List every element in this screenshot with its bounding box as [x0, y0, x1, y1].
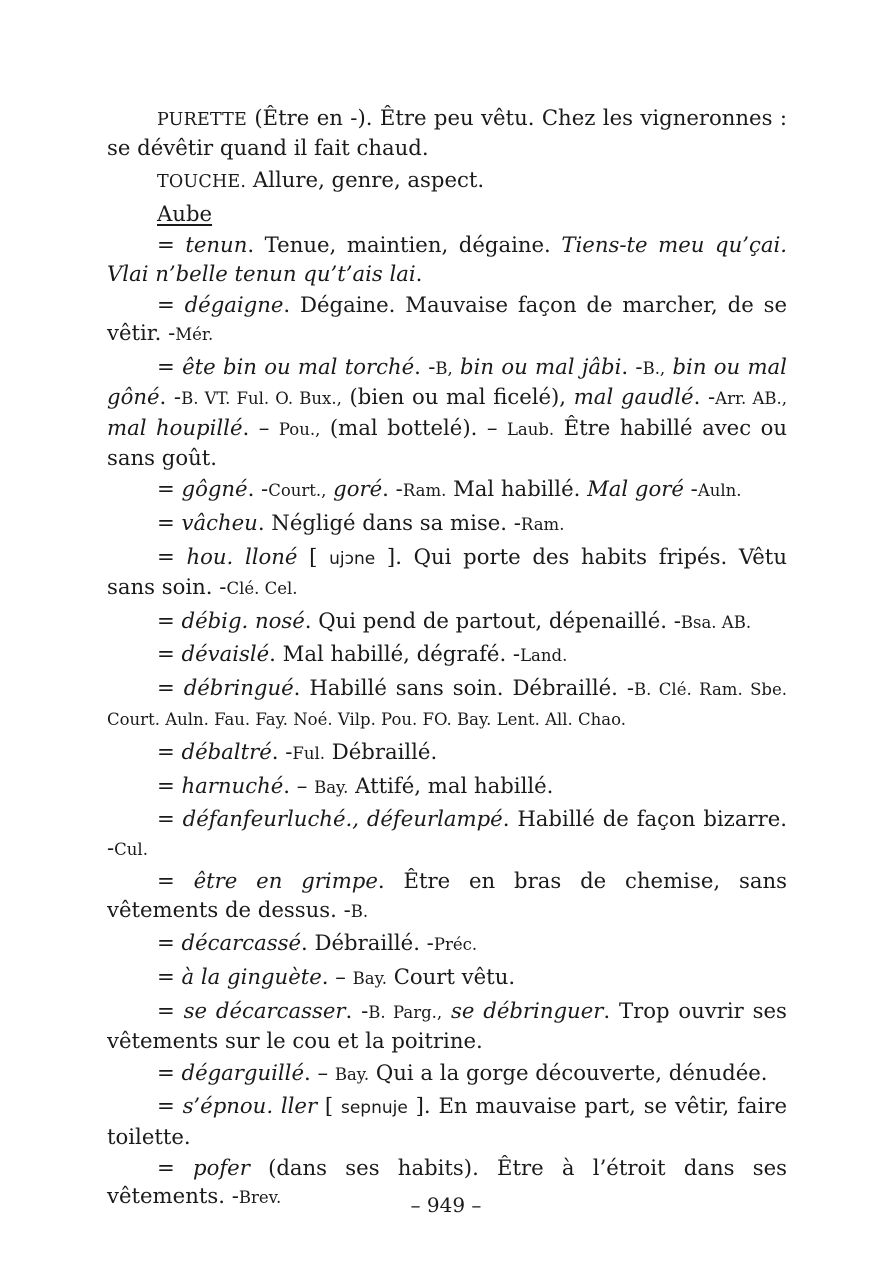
- italic-term: ête bin ou mal torché: [182, 354, 415, 380]
- italic-term: se débringuer: [451, 997, 604, 1023]
- entry-text: (bien ou mal ficelé),: [341, 384, 574, 410]
- entry-text: . –: [283, 772, 315, 798]
- entry-text: =: [157, 232, 186, 258]
- abbreviation: Pou.,: [278, 419, 321, 439]
- entry-text: =: [157, 543, 187, 569]
- italic-term: décarcassé: [181, 930, 302, 956]
- entry-text: . Négligé dans sa mise. -: [257, 510, 521, 536]
- dictionary-entry: [107, 291, 787, 349]
- entry-text: . -: [247, 476, 269, 502]
- abbreviation: Brev.: [238, 1188, 282, 1208]
- entry-text: . Habillé sans soin. Débraillé. -: [293, 675, 634, 701]
- dictionary-entry: [107, 1092, 787, 1150]
- dictionary-entry: [107, 997, 787, 1055]
- entry-text: [: [297, 543, 330, 569]
- entry-text: Qui a la gorge découverte, dénudée.: [369, 1059, 768, 1085]
- dictionary-entry: [107, 805, 787, 863]
- entry-text: =: [157, 675, 184, 701]
- dictionary-entry: [107, 929, 787, 959]
- entry-text: . -: [621, 354, 643, 380]
- abbreviation: Ram.: [402, 481, 447, 501]
- dictionary-entry: [107, 867, 787, 925]
- abbreviation: Land.: [520, 646, 568, 666]
- dictionary-entry: [107, 963, 787, 993]
- italic-term: gôgné: [181, 476, 248, 502]
- dictionary-entry: [107, 353, 787, 472]
- entry-text: Être habillé avec ou sans goût.: [107, 414, 787, 470]
- italic-term: défanfeurluché., défeurlampé: [182, 806, 503, 832]
- page-body: [107, 104, 787, 1213]
- dictionary-entry: [107, 738, 787, 768]
- entry-text: . Débraillé. -: [301, 930, 434, 956]
- abbreviation: Bsa. AB.: [680, 612, 752, 632]
- entry-text: Court vêtu.: [386, 963, 516, 989]
- entry-text: . Être en bras de chemise, sans vêtements de dessus. -: [107, 868, 787, 922]
- entry-text: (Être en -). Être peu vêtu. Chez les vigneronnes : se dévêtir quand il fait chaud.: [107, 105, 787, 161]
- abbreviation: Court.,: [268, 481, 327, 501]
- italic-term: mal gaudlé: [573, 384, 694, 410]
- entry-text: =: [157, 1093, 183, 1119]
- italic-term: débig. nosé: [181, 607, 305, 633]
- dictionary-entry: [107, 607, 787, 637]
- dictionary-entry: [107, 640, 787, 670]
- abbreviation: Auln.: [697, 481, 742, 501]
- italic-term: débaltré: [181, 739, 272, 765]
- entry-text: . -: [271, 739, 293, 765]
- italic-term: débringué: [183, 675, 294, 701]
- italic-term: être en grimpe: [193, 868, 378, 894]
- dictionary-entry: [107, 543, 787, 603]
- entry-text: =: [157, 1155, 193, 1181]
- section-heading: Aube: [157, 200, 213, 226]
- entry-text: ]. Qui porte des habits fripés. Vêtu sans soin. -: [107, 543, 787, 600]
- dictionary-entry: [107, 231, 787, 287]
- entry-text: =: [157, 641, 182, 667]
- entry-text: .: [415, 260, 423, 286]
- abbreviation: Clé. Cel.: [226, 579, 298, 599]
- italic-term: s’épnou. ller: [182, 1093, 318, 1119]
- italic-term: mal houpillé: [107, 414, 243, 440]
- entry-text: Débraillé.: [325, 739, 438, 765]
- italic-term: pofer: [193, 1155, 250, 1181]
- entry-text: ]. En mauvaise part, se vêtir, faire toilette.: [107, 1093, 787, 1149]
- entry-text: =: [157, 510, 182, 536]
- entry-text: =: [157, 806, 183, 832]
- dictionary-entry: [107, 475, 787, 505]
- entry-text: -: [683, 476, 698, 502]
- abbreviation: B,: [435, 359, 453, 379]
- italic-term: goré: [333, 476, 383, 502]
- dictionary-entry: [107, 772, 787, 802]
- entry-text: . Trop ouvrir ses vêtements sur le cou et la poitrine.: [107, 997, 787, 1053]
- entry-text: =: [157, 354, 183, 380]
- italic-term: se décarcasser: [183, 997, 346, 1023]
- abbreviation: Bay.: [352, 968, 387, 988]
- abbreviation: Arr. AB.,: [715, 389, 787, 409]
- dictionary-entry: [107, 509, 787, 539]
- entry-text: =: [157, 930, 182, 956]
- abbreviation: Bay.: [334, 1064, 370, 1084]
- entry-text: . Qui pend de partout, dépenaillé. -: [304, 607, 681, 633]
- entry-text: . Dégaine. Mauvaise façon de marcher, de se vêtir. -: [107, 292, 787, 346]
- italic-term: hou. lloné: [186, 543, 298, 569]
- abbreviation: B. VT. Ful. O. Bux.,: [181, 389, 342, 409]
- entry-text: Allure, genre, aspect.: [246, 166, 485, 192]
- entry-text: . -: [693, 384, 716, 410]
- entry-text: . Tenue, maintien, dégaine.: [247, 232, 562, 258]
- entry-text: . -: [159, 384, 182, 410]
- italic-term: dégaigne: [184, 292, 284, 318]
- entry-text: =: [157, 607, 182, 633]
- entry-text: . Mal habillé, dégrafé. -: [269, 641, 521, 667]
- abbreviation: Cul.: [114, 839, 148, 859]
- entry-text: Attifé, mal habillé.: [348, 772, 554, 798]
- abbreviation: B.: [350, 901, 369, 921]
- italic-term: vâcheu: [181, 510, 258, 536]
- entry-text: =: [157, 772, 182, 798]
- dictionary-entry: [107, 674, 787, 734]
- italic-term: dégarguillé: [181, 1059, 305, 1085]
- headword: PURETTE: [157, 110, 248, 130]
- entry-text: . Habillé de façon bizarre. -: [107, 806, 787, 860]
- italic-term: à la ginguète: [181, 963, 322, 989]
- dictionary-entry: [107, 166, 787, 196]
- abbreviation: Ful.: [292, 744, 326, 764]
- entry-text: =: [157, 292, 185, 318]
- abbreviation: Ram.: [520, 515, 565, 535]
- entry-text: =: [157, 476, 182, 502]
- abbreviation: B. Parg.,: [368, 1002, 443, 1022]
- dictionary-entry: [107, 104, 787, 162]
- phonetic: sepnuje: [340, 1098, 408, 1119]
- entry-text: . –: [242, 414, 279, 440]
- entry-text: =: [157, 963, 182, 989]
- entry-text: [: [317, 1093, 341, 1119]
- italic-term: bin ou mal gôné: [107, 354, 787, 410]
- entry-text: (mal bottelé). –: [320, 414, 507, 440]
- entry-text: . -: [345, 997, 369, 1023]
- abbreviation: Laub.: [506, 419, 555, 439]
- entry-text: =: [157, 997, 184, 1023]
- dictionary-entry: [107, 200, 787, 228]
- entry-text: . –: [321, 963, 353, 989]
- phonetic: ujɔne: [329, 548, 376, 569]
- abbreviation: Préc.: [433, 935, 478, 955]
- entry-text: (dans ses habits). Être à l’étroit dans ses vêtements. -: [107, 1155, 787, 1209]
- italic-term: harnuché: [181, 772, 284, 798]
- entry-text: =: [157, 868, 194, 894]
- italic-term: dévaislé: [181, 641, 270, 667]
- italic-term: Mal goré: [587, 476, 684, 502]
- italic-term: bin ou mal jâbi: [460, 354, 622, 380]
- entry-text: =: [157, 1059, 182, 1085]
- abbreviation: Mér.: [175, 325, 214, 345]
- headword: TOUCHE.: [157, 171, 247, 192]
- entry-text: [453, 354, 460, 379]
- entry-text: . -: [414, 354, 436, 380]
- entry-text: Mal habillé.: [446, 476, 588, 502]
- abbreviation: B.,: [642, 359, 666, 379]
- entry-text: [442, 998, 451, 1023]
- dictionary-entry: [107, 1059, 787, 1089]
- italic-term: tenun: [185, 232, 248, 258]
- entry-text: =: [157, 739, 182, 765]
- entry-text: . -: [382, 476, 403, 502]
- entry-text: . –: [304, 1059, 335, 1085]
- page-number: – 949 –: [410, 1193, 482, 1217]
- italic-term: Tiens-te meu qu’çai. Vlai n’belle tenun qu’t’ais lai: [107, 232, 787, 286]
- abbreviation: B. Clé. Ram. Sbe. Court. Auln. Fau. Fay. Noé. Vilp. Pou. FO. Bay. Lent. All. Chao.: [107, 680, 787, 730]
- abbreviation: Bay.: [314, 777, 349, 797]
